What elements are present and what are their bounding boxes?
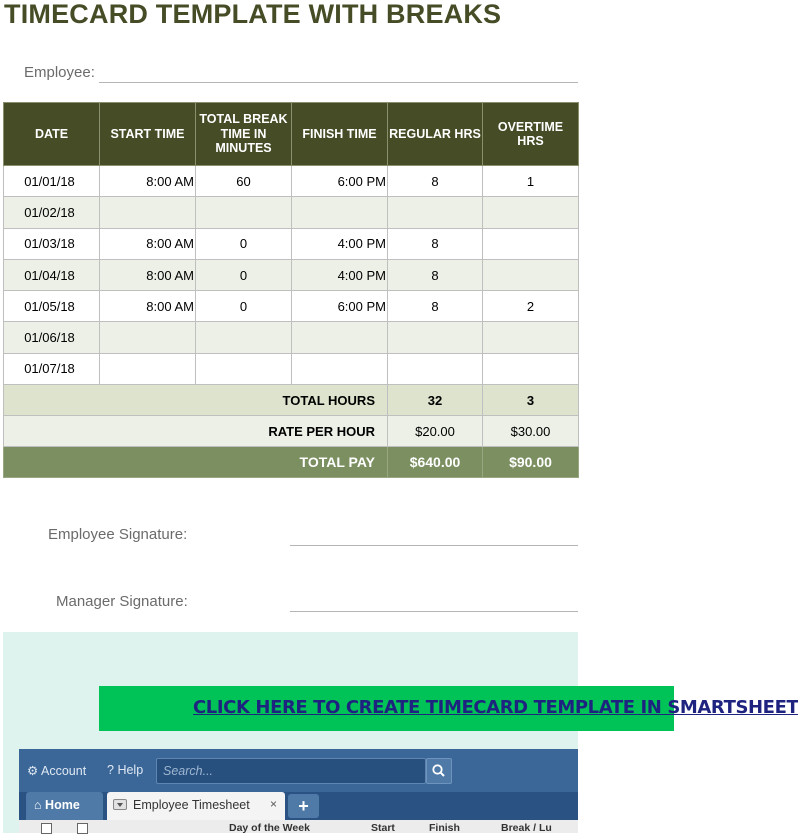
break-cell[interactable] (196, 322, 292, 353)
regular-hrs-cell[interactable]: 8 (388, 166, 483, 197)
search-icon (427, 759, 451, 783)
start-time-cell[interactable] (100, 353, 196, 384)
start-time-cell[interactable] (100, 197, 196, 228)
table-row (4, 228, 579, 259)
break-cell[interactable]: 0 (196, 228, 292, 259)
regular-hrs-cell[interactable] (388, 322, 483, 353)
total-overtime-hours: 3 (483, 385, 579, 416)
total-hours-label: TOTAL HOURS (4, 385, 388, 416)
finish-time-cell[interactable]: 6:00 PM (292, 166, 388, 197)
regular-hrs-cell[interactable]: 8 (388, 259, 483, 290)
overtime-hrs-cell[interactable] (483, 197, 579, 228)
checkbox[interactable] (41, 823, 52, 834)
header-break-time: TOTAL BREAK TIME IN MINUTES (196, 103, 292, 166)
table-row (4, 259, 579, 290)
header-row (4, 103, 579, 166)
tab-home[interactable] (26, 792, 103, 820)
regular-hrs-cell[interactable] (388, 197, 483, 228)
start-time-cell[interactable]: 8:00 AM (100, 291, 196, 322)
table-row (4, 197, 579, 228)
close-icon[interactable]: × (269, 797, 277, 811)
search-placeholder: Search... (163, 764, 214, 778)
help-label: Help (117, 763, 144, 777)
finish-time-cell[interactable] (292, 322, 388, 353)
table-row (4, 291, 579, 322)
grid-header-finish: Finish (429, 822, 460, 834)
date-cell[interactable]: 01/02/18 (4, 197, 100, 228)
break-cell[interactable]: 0 (196, 291, 292, 322)
overtime-pay-total: $90.00 (483, 447, 579, 478)
gear-icon: ⚙ (27, 764, 39, 778)
regular-hrs-cell[interactable]: 8 (388, 291, 483, 322)
date-cell[interactable]: 01/06/18 (4, 322, 100, 353)
regular-pay-total: $640.00 (388, 447, 483, 478)
break-cell[interactable] (196, 197, 292, 228)
break-cell[interactable]: 0 (196, 259, 292, 290)
manager-signature-label: Manager Signature: (56, 593, 188, 610)
overtime-hrs-cell[interactable] (483, 322, 579, 353)
header-finish-time: FINISH TIME (292, 103, 388, 166)
rate-per-hour-label: RATE PER HOUR (4, 416, 388, 447)
total-hours-row (4, 385, 579, 416)
date-cell[interactable]: 01/07/18 (4, 353, 100, 384)
header-start-time: START TIME (100, 103, 196, 166)
account-label: Account (41, 764, 87, 778)
employee-label: Employee: (24, 64, 95, 81)
checkbox[interactable] (77, 823, 88, 834)
start-time-cell[interactable]: 8:00 AM (100, 228, 196, 259)
home-icon: ⌂ (34, 798, 42, 812)
overtime-hrs-cell[interactable] (483, 353, 579, 384)
overtime-hrs-cell[interactable] (483, 228, 579, 259)
break-cell[interactable]: 60 (196, 166, 292, 197)
home-tab-label: Home (45, 798, 80, 812)
help-icon: ? (107, 763, 114, 777)
employee-name-line[interactable] (99, 82, 578, 83)
search-input[interactable] (156, 758, 426, 784)
header-regular-hrs: REGULAR HRS (388, 103, 483, 166)
page-title: TIMECARD TEMPLATE WITH BREAKS (4, 0, 502, 29)
table-row (4, 353, 579, 384)
date-cell[interactable]: 01/01/18 (4, 166, 100, 197)
break-cell[interactable] (196, 353, 292, 384)
overtime-hrs-cell[interactable]: 2 (483, 291, 579, 322)
employee-signature-label: Employee Signature: (48, 526, 188, 543)
start-time-cell[interactable] (100, 322, 196, 353)
cta-banner[interactable] (99, 686, 798, 731)
table-row (4, 322, 579, 353)
employee-signature-line[interactable] (290, 545, 578, 546)
search-button[interactable] (426, 758, 452, 784)
total-regular-hours: 32 (388, 385, 483, 416)
regular-hrs-cell[interactable]: 8 (388, 228, 483, 259)
regular-hrs-cell[interactable] (388, 353, 483, 384)
manager-signature-line[interactable] (290, 611, 578, 612)
finish-time-cell[interactable]: 6:00 PM (292, 291, 388, 322)
sheet-grid-header (19, 820, 578, 833)
start-time-cell[interactable]: 8:00 AM (100, 166, 196, 197)
start-time-cell[interactable]: 8:00 AM (100, 259, 196, 290)
overtime-hrs-cell[interactable] (483, 259, 579, 290)
total-pay-row (4, 447, 579, 478)
finish-time-cell[interactable]: 4:00 PM (292, 259, 388, 290)
date-cell[interactable]: 01/03/18 (4, 228, 100, 259)
add-tab-button[interactable]: + (288, 794, 319, 818)
sheet-dropdown-icon[interactable] (113, 799, 127, 810)
date-cell[interactable]: 01/04/18 (4, 259, 100, 290)
regular-rate-cell[interactable]: $20.00 (388, 416, 483, 447)
rate-per-hour-row (4, 416, 579, 447)
grid-header-day: Day of the Week (229, 822, 310, 834)
date-cell[interactable]: 01/05/18 (4, 291, 100, 322)
grid-header-break: Break / Lu (501, 822, 552, 834)
grid-header-start: Start (371, 822, 395, 834)
total-pay-label: TOTAL PAY (4, 447, 388, 478)
help-menu[interactable] (107, 763, 143, 777)
timecard-table (3, 102, 579, 478)
finish-time-cell[interactable] (292, 197, 388, 228)
tab-employee-timesheet[interactable] (107, 792, 285, 820)
header-overtime-hrs: OVERTIME HRS (483, 103, 579, 166)
overtime-rate-cell[interactable]: $30.00 (483, 416, 579, 447)
create-template-link[interactable]: CLICK HERE TO CREATE TIMECARD TEMPLATE IN SMARTSHEET (193, 697, 798, 718)
app-preview-screenshot (19, 749, 578, 833)
header-date: DATE (4, 103, 100, 166)
account-menu[interactable] (27, 763, 86, 778)
table-row (4, 166, 579, 197)
finish-time-cell[interactable]: 4:00 PM (292, 228, 388, 259)
finish-time-cell[interactable] (292, 353, 388, 384)
overtime-hrs-cell[interactable]: 1 (483, 166, 579, 197)
sheet-tab-label: Employee Timesheet (133, 798, 250, 812)
